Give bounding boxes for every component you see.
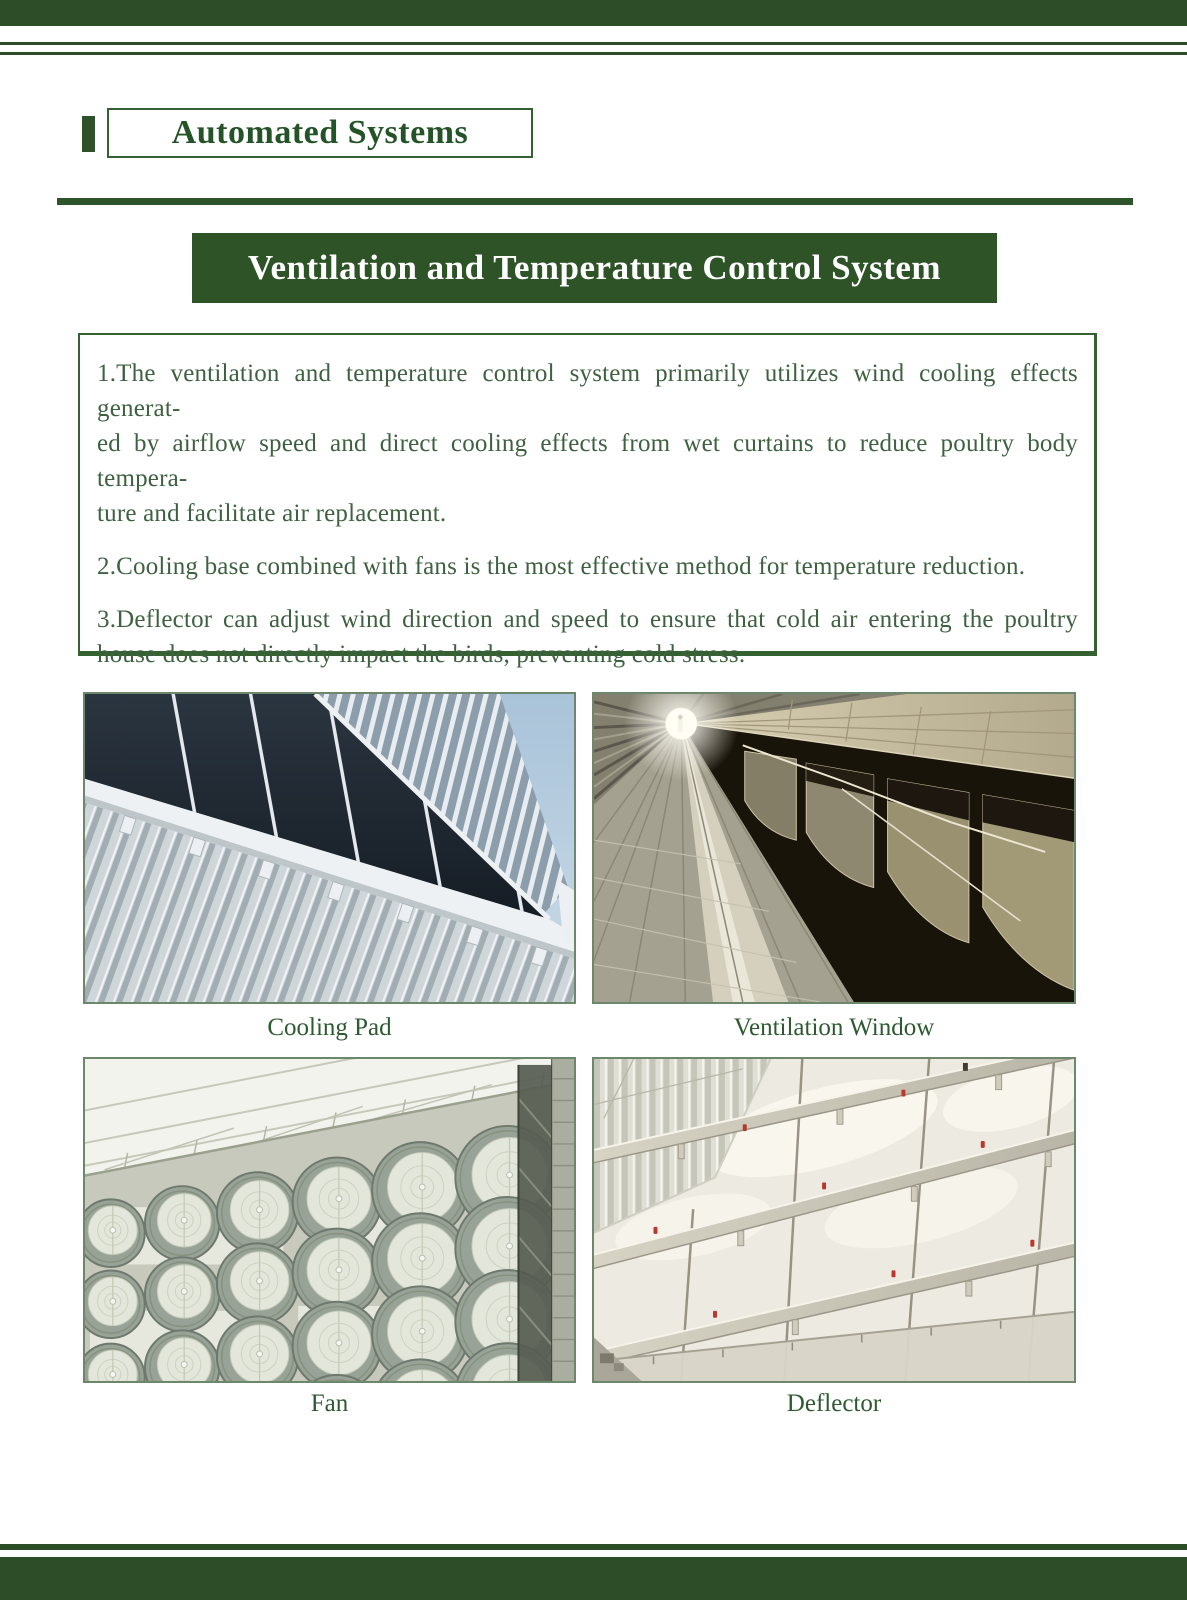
figure-deflector [592, 1057, 1076, 1383]
bottom-green-bar [0, 1557, 1187, 1600]
figure-caption-ventilation-window: Ventilation Window [733, 1014, 935, 1041]
top-green-bar [0, 0, 1187, 26]
top-rule-line-1 [0, 42, 1187, 45]
paragraph-line: ed by airflow speed and direct cooling effects from wet curtains to reduce poultry body tempera- [97, 430, 1078, 492]
figure-ventilation-window [592, 692, 1076, 1004]
paragraph-line: ture and facilitate air replacement. [97, 500, 447, 527]
paragraph-1 [97, 356, 1078, 531]
page-title: Automated Systems [171, 114, 469, 151]
paragraph-2 [97, 549, 1078, 584]
figure-fan [83, 1057, 576, 1383]
cooling-pad-photo [85, 694, 574, 1002]
paragraph-3 [97, 602, 1078, 672]
paragraph-line: 3.Deflector can adjust wind direction and speed to ensure that cold air entering the poultry [97, 606, 1078, 633]
section-banner [192, 233, 997, 303]
info-box [78, 333, 1097, 668]
paragraph-line: house does not directly impact the birds, preventing cold stress. [97, 641, 746, 668]
figure-caption-fan: Fan [310, 1390, 349, 1417]
fan-photo [85, 1059, 574, 1381]
header-underline-rule [57, 198, 1133, 205]
header-marker-block [82, 116, 95, 152]
section-header-box [107, 108, 533, 158]
paragraph-line: 2.Cooling base combined with fans is the most effective method for temperature reduction. [97, 553, 1026, 580]
figure-caption-deflector: Deflector [786, 1390, 882, 1417]
ventilation-window-photo [594, 694, 1074, 1002]
paragraph-line: 1.The ventilation and temperature control system primarily utilizes wind cooling effects generat- [97, 360, 1078, 422]
deflector-photo [594, 1059, 1074, 1381]
bottom-rule-line [0, 1544, 1187, 1550]
figure-caption-cooling-pad: Cooling Pad [267, 1014, 392, 1041]
top-rule-line-2 [0, 52, 1187, 55]
figure-cooling-pad [83, 692, 576, 1004]
banner-title: Ventilation and Temperature Control System [247, 248, 942, 287]
